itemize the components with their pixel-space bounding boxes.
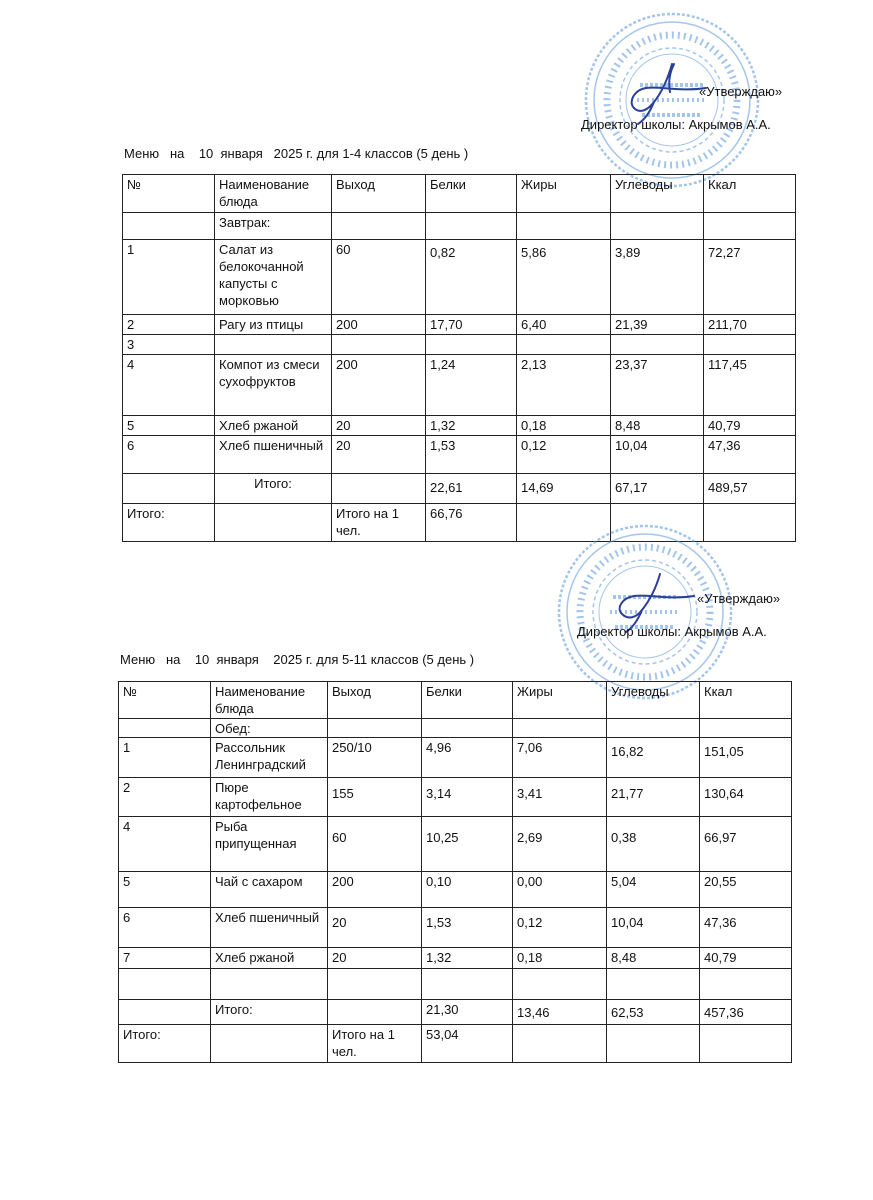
header-cell: Белки — [426, 175, 517, 213]
cell-yield: 200 — [332, 355, 426, 416]
total-kcal: 489,57 — [704, 474, 796, 504]
cell-dish: Чай с сахаром — [211, 872, 328, 908]
per-person-caption: Итого на 1 чел. — [328, 1025, 422, 1063]
cell-protein: 10,25 — [422, 817, 513, 872]
section-label: Завтрак: — [215, 213, 332, 240]
cell-yield — [332, 335, 426, 355]
cell-num: 6 — [119, 908, 211, 948]
cell-kcal — [700, 969, 792, 1000]
total-carbs: 62,53 — [607, 1000, 700, 1025]
cell-protein: 17,70 — [426, 315, 517, 335]
table-row — [119, 738, 792, 778]
total-label: Итого: — [211, 1000, 328, 1025]
cell-num: 1 — [123, 240, 215, 315]
section-label: Обед: — [211, 719, 328, 738]
cell-fat: 0,12 — [517, 436, 611, 474]
cell-kcal: 66,97 — [700, 817, 792, 872]
table-row — [119, 817, 792, 872]
per-person-row — [119, 1025, 792, 1063]
menu-table-2 — [118, 681, 792, 1063]
cell-dish: Хлеб пшеничный — [211, 908, 328, 948]
header-cell: Выход — [332, 175, 426, 213]
total-protein: 21,30 — [422, 1000, 513, 1025]
total-protein: 22,61 — [426, 474, 517, 504]
menu-title-1: Меню на 10 января 2025 г. для 1-4 классов (5 день ) — [124, 146, 469, 161]
cell-fat: 2,13 — [517, 355, 611, 416]
cell-fat: 0,12 — [513, 908, 607, 948]
cell-protein — [422, 969, 513, 1000]
cell-num: 2 — [123, 315, 215, 335]
cell-kcal — [704, 335, 796, 355]
per-person-label: Итого: — [119, 1025, 211, 1063]
cell-num: 5 — [119, 872, 211, 908]
cell-fat — [517, 335, 611, 355]
cell-protein: 4,96 — [422, 738, 513, 778]
cell-yield: 20 — [328, 908, 422, 948]
director-line-2: Директор школы: Акрымов А.А. — [577, 624, 767, 639]
cell-carbs: 0,38 — [607, 817, 700, 872]
table-row — [119, 778, 792, 817]
cell-num: 3 — [123, 335, 215, 355]
cell-carbs: 8,48 — [611, 416, 704, 436]
cell-carbs: 21,39 — [611, 315, 704, 335]
cell-protein: 1,32 — [426, 416, 517, 436]
cell-carbs — [611, 335, 704, 355]
cell-protein: 3,14 — [422, 778, 513, 817]
approval-label-2: «Утверждаю» — [697, 591, 781, 606]
cell-kcal: 47,36 — [704, 436, 796, 474]
cell-dish: Салат из белокочанной капусты с морковью — [215, 240, 332, 315]
cell-yield: 60 — [328, 817, 422, 872]
header-cell: Жиры — [513, 682, 607, 719]
cell-protein: 0,10 — [422, 872, 513, 908]
table-row — [119, 969, 792, 1000]
total-fat: 13,46 — [513, 1000, 607, 1025]
cell-num: 1 — [119, 738, 211, 778]
cell-fat: 3,41 — [513, 778, 607, 817]
cell-kcal: 40,79 — [700, 948, 792, 969]
menu-title-2: Меню на 10 января 2025 г. для 5-11 классов (5 день ) — [120, 652, 475, 667]
cell-dish: Пюре картофельное — [211, 778, 328, 817]
per-person-value: 53,04 — [422, 1025, 513, 1063]
cell-kcal: 211,70 — [704, 315, 796, 335]
per-person-value: 66,76 — [426, 504, 517, 542]
cell-kcal: 117,45 — [704, 355, 796, 416]
cell-yield: 200 — [328, 872, 422, 908]
cell-yield: 20 — [332, 416, 426, 436]
table-row — [123, 335, 796, 355]
cell-dish: Рагу из птицы — [215, 315, 332, 335]
table-row — [119, 948, 792, 969]
cell-num: 4 — [119, 817, 211, 872]
cell-dish — [215, 335, 332, 355]
cell-dish: Хлеб ржаной — [215, 416, 332, 436]
cell-num: 7 — [119, 948, 211, 969]
cell-yield: 20 — [328, 948, 422, 969]
cell-kcal: 20,55 — [700, 872, 792, 908]
cell-dish: Компот из смеси сухофруктов — [215, 355, 332, 416]
cell-yield: 155 — [328, 778, 422, 817]
table-row — [119, 908, 792, 948]
table-row — [123, 240, 796, 315]
header-cell: Наименование блюда — [211, 682, 328, 719]
cell-fat — [513, 969, 607, 1000]
cell-carbs: 10,04 — [607, 908, 700, 948]
cell-yield: 200 — [332, 315, 426, 335]
table-header-row — [119, 682, 792, 719]
menu-table-1 — [122, 174, 796, 542]
cell-protein: 1,53 — [422, 908, 513, 948]
header-cell: № — [119, 682, 211, 719]
cell-yield — [328, 969, 422, 1000]
director-line-1: Директор школы: Акрымов А.А. — [581, 117, 771, 132]
table-row — [123, 355, 796, 416]
cell-protein: 1,53 — [426, 436, 517, 474]
header-cell: Углеводы — [607, 682, 700, 719]
section-row — [119, 719, 792, 738]
total-row — [119, 1000, 792, 1025]
cell-num: 5 — [123, 416, 215, 436]
table-row — [123, 315, 796, 335]
cell-fat: 0,18 — [513, 948, 607, 969]
cell-num: 4 — [123, 355, 215, 416]
cell-carbs: 23,37 — [611, 355, 704, 416]
cell-num: 6 — [123, 436, 215, 474]
cell-carbs: 10,04 — [611, 436, 704, 474]
cell-yield: 20 — [332, 436, 426, 474]
header-cell: Выход — [328, 682, 422, 719]
cell-carbs: 21,77 — [607, 778, 700, 817]
cell-fat: 0,00 — [513, 872, 607, 908]
cell-dish: Рыба припущенная — [211, 817, 328, 872]
approval-label-1: «Утверждаю» — [699, 84, 783, 99]
cell-dish — [211, 969, 328, 1000]
cell-carbs: 3,89 — [611, 240, 704, 315]
header-cell: Углеводы — [611, 175, 704, 213]
header-cell: Наименование блюда — [215, 175, 332, 213]
cell-kcal: 151,05 — [700, 738, 792, 778]
section-row — [123, 213, 796, 240]
table-row — [119, 872, 792, 908]
header-cell: Ккал — [704, 175, 796, 213]
cell-fat: 7,06 — [513, 738, 607, 778]
total-label: Итого: — [215, 474, 332, 504]
cell-yield: 60 — [332, 240, 426, 315]
cell-carbs: 16,82 — [607, 738, 700, 778]
header-cell: Жиры — [517, 175, 611, 213]
cell-carbs: 5,04 — [607, 872, 700, 908]
total-row — [123, 474, 796, 504]
cell-num — [119, 969, 211, 1000]
per-person-caption: Итого на 1 чел. — [332, 504, 426, 542]
header-cell: Ккал — [700, 682, 792, 719]
header-cell: № — [123, 175, 215, 213]
header-cell: Белки — [422, 682, 513, 719]
total-fat: 14,69 — [517, 474, 611, 504]
cell-num: 2 — [119, 778, 211, 817]
per-person-row — [123, 504, 796, 542]
cell-protein: 1,24 — [426, 355, 517, 416]
cell-dish: Хлеб ржаной — [211, 948, 328, 969]
cell-fat: 2,69 — [513, 817, 607, 872]
total-kcal: 457,36 — [700, 1000, 792, 1025]
table-header-row — [123, 175, 796, 213]
table-row — [123, 436, 796, 474]
table-row — [123, 416, 796, 436]
cell-kcal: 130,64 — [700, 778, 792, 817]
cell-yield: 250/10 — [328, 738, 422, 778]
cell-kcal: 72,27 — [704, 240, 796, 315]
cell-carbs: 8,48 — [607, 948, 700, 969]
cell-fat: 5,86 — [517, 240, 611, 315]
cell-fat: 6,40 — [517, 315, 611, 335]
per-person-label: Итого: — [123, 504, 215, 542]
cell-carbs — [607, 969, 700, 1000]
cell-fat: 0,18 — [517, 416, 611, 436]
cell-protein — [426, 335, 517, 355]
total-carbs: 67,17 — [611, 474, 704, 504]
cell-protein: 0,82 — [426, 240, 517, 315]
cell-dish: Рассольник Ленинградский — [211, 738, 328, 778]
cell-kcal: 47,36 — [700, 908, 792, 948]
cell-kcal: 40,79 — [704, 416, 796, 436]
cell-dish: Хлеб пшеничный — [215, 436, 332, 474]
cell-protein: 1,32 — [422, 948, 513, 969]
